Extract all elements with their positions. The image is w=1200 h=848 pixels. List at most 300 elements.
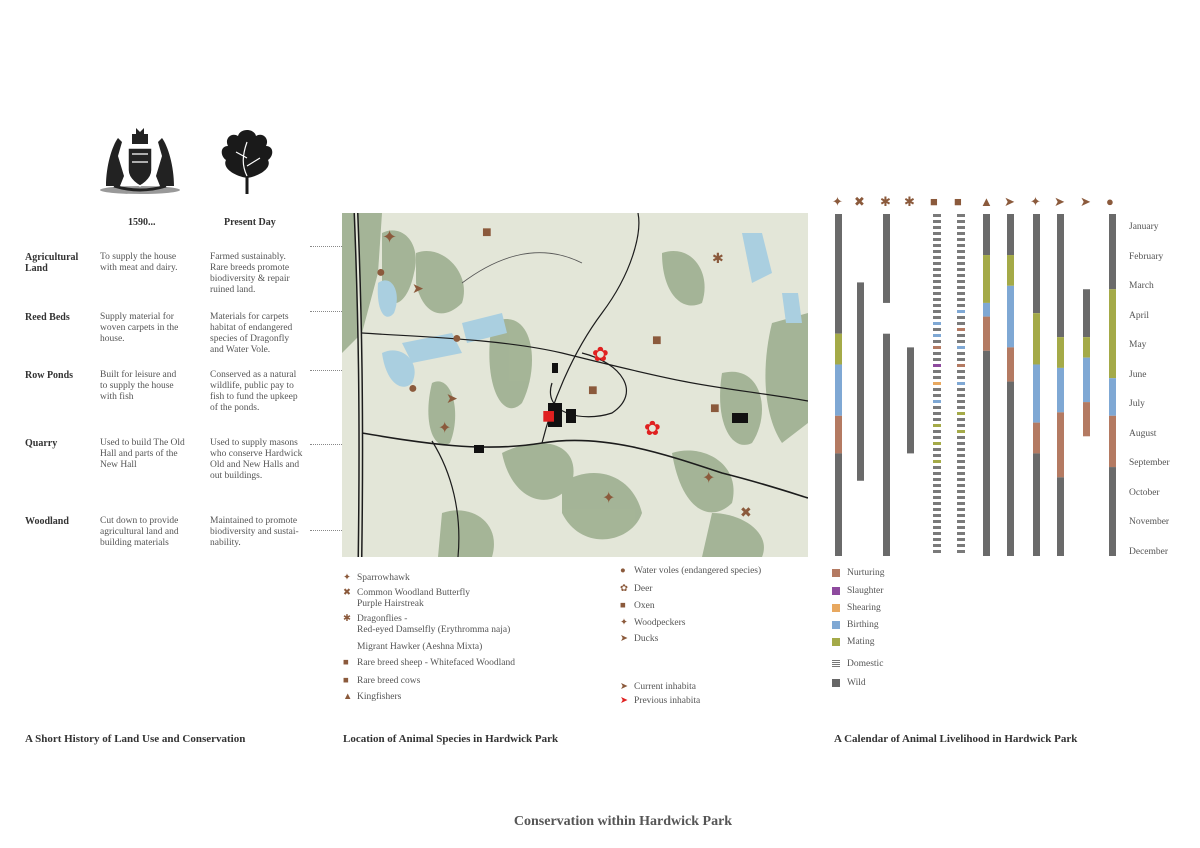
calendar-legend-item	[832, 620, 879, 630]
domestic-dash	[933, 424, 941, 427]
domestic-dash	[933, 538, 941, 541]
calendar-segment	[1109, 289, 1116, 378]
duck-icon: ➤	[1080, 194, 1091, 209]
domestic-dash	[957, 298, 965, 301]
calendar-segment	[1033, 423, 1040, 454]
calendar-legend-item	[832, 568, 884, 578]
connector-woodland	[310, 530, 342, 531]
domestic-dash	[957, 214, 965, 217]
legend-label-line: Red-eyed Damselfly (Erythromma naja)	[357, 625, 511, 635]
domestic-dash	[933, 484, 941, 487]
legend-item	[343, 573, 410, 584]
history-present-cell-line: Old and New Halls and	[210, 460, 300, 470]
legend-label-line: Water voles (endangered species)	[634, 566, 762, 576]
calendar-segment	[983, 303, 990, 317]
domestic-dash	[957, 454, 965, 457]
history-present-cell-line: who conserve Hardwick	[210, 449, 303, 459]
domestic-dash	[933, 448, 941, 451]
cow-marker: ■	[652, 332, 662, 349]
bird-status-icon: ➤	[620, 696, 628, 706]
calendar-segment	[1083, 337, 1090, 358]
sheep-icon: ■	[954, 194, 962, 209]
cow-icon: ■	[930, 194, 938, 209]
domestic-dash	[957, 442, 965, 445]
calendar-legend-label: Shearing	[847, 603, 881, 613]
sparrowhawk-icon: ✦	[832, 194, 843, 209]
domestic-dash	[933, 430, 941, 433]
legend-label-line: Oxen	[634, 601, 655, 611]
calendar-segment	[1033, 453, 1040, 556]
history-past-cell-line: with meat and dairy.	[100, 263, 178, 273]
domestic-dash	[957, 364, 965, 367]
legend-label-line: Common Woodland Butterfly	[357, 588, 471, 598]
calendar-legend-item	[832, 659, 883, 669]
domestic-dash	[957, 544, 965, 547]
domestic-dash	[933, 502, 941, 505]
woodpecker-marker: ✦	[438, 420, 452, 437]
history-present-cell-line: of the ponds.	[210, 403, 260, 413]
deer-marker-previous: ✿	[592, 344, 609, 366]
legend-item	[620, 618, 685, 629]
domestic-dash	[933, 250, 941, 253]
month-label: March	[1129, 281, 1154, 291]
domestic-dash	[933, 394, 941, 397]
domestic-dash	[933, 328, 941, 331]
dragonfly-icon: ✱	[904, 194, 915, 209]
domestic-dash	[933, 268, 941, 271]
domestic-dash	[957, 274, 965, 277]
domestic-dash	[957, 532, 965, 535]
domestic-dash	[957, 490, 965, 493]
history-past-cell-line: Hall and parts of the	[100, 449, 178, 459]
calendar-legend-label: Wild	[847, 678, 866, 688]
domestic-dash	[933, 322, 941, 325]
domestic-dash	[957, 508, 965, 511]
history-past-cell-line: Cut down to provide	[100, 516, 179, 526]
domestic-dash	[933, 262, 941, 265]
domestic-dash	[933, 232, 941, 235]
butterfly-icon: ✖	[854, 194, 865, 209]
domestic-dash	[933, 274, 941, 277]
history-row-label	[25, 516, 95, 527]
column-header-present: Present Day	[224, 217, 276, 228]
calendar-segment	[983, 317, 990, 351]
calendar-section-title: A Calendar of Animal Livelihood in Hardwick Park	[834, 733, 1078, 745]
month-label: December	[1129, 546, 1169, 557]
domestic-dash	[933, 316, 941, 319]
domestic-dash	[957, 526, 965, 529]
domestic-dash	[933, 226, 941, 229]
domestic-dash	[933, 346, 941, 349]
domestic-dash	[933, 238, 941, 241]
calendar-segment	[1033, 214, 1040, 313]
sparrowhawk-marker: ✦	[602, 490, 616, 507]
legend-swatch	[832, 621, 840, 629]
history-present-cell	[210, 438, 310, 482]
domestic-dash	[957, 220, 965, 223]
domestic-dash	[933, 526, 941, 529]
domestic-dash	[933, 400, 941, 403]
legend-swatch	[832, 679, 840, 687]
domestic-dash	[933, 412, 941, 415]
legend-label-line: Ducks	[634, 634, 659, 644]
legend-item	[343, 692, 401, 703]
history-present-cell-line: fish to fund the upkeep	[210, 392, 298, 402]
domestic-dash	[933, 298, 941, 301]
legend-label-line: Dragonflies -	[357, 614, 408, 624]
history-present-cell-line: Farmed sustainably.	[210, 252, 286, 262]
calendar-segment	[835, 364, 842, 415]
water-vole-icon: ●	[620, 566, 626, 576]
domestic-dash	[933, 544, 941, 547]
domestic-dash	[957, 268, 965, 271]
domestic-dash	[933, 406, 941, 409]
legend-label-line: Rare breed sheep - Whitefaced Woodland	[357, 658, 515, 668]
domestic-dash	[933, 472, 941, 475]
calendar-segment	[1083, 358, 1090, 402]
calendar-segment	[1033, 364, 1040, 422]
domestic-dash	[957, 502, 965, 505]
history-row-label-line: Woodland	[25, 516, 69, 527]
calendar-segment	[835, 453, 842, 556]
domestic-dash	[957, 418, 965, 421]
calendar-segment	[883, 214, 890, 303]
legend-label	[357, 573, 410, 584]
calendar-segment	[1007, 347, 1014, 381]
domestic-dash	[933, 334, 941, 337]
sparrowhawk-marker: ✦	[702, 470, 716, 487]
calendar-segment	[1057, 368, 1064, 412]
calendar-segment	[883, 334, 890, 556]
domestic-dash	[957, 226, 965, 229]
deer-marker-previous: ✿	[644, 418, 661, 440]
domestic-dash	[957, 550, 965, 553]
legend-item	[343, 658, 515, 669]
woodpecker-icon: ✦	[620, 618, 628, 628]
domestic-dash	[957, 376, 965, 379]
domestic-dash	[957, 256, 965, 259]
history-past-cell-line: To supply the house	[100, 252, 177, 262]
bird-status-icon: ➤	[620, 682, 628, 692]
calendar-segment	[1109, 467, 1116, 556]
history-present-cell-line: ruined land.	[210, 285, 256, 295]
history-past-cell	[100, 370, 200, 403]
history-row-label-line: Quarry	[25, 438, 58, 449]
legend-label	[357, 642, 482, 653]
calendar-segment	[983, 255, 990, 303]
domestic-dash	[957, 316, 965, 319]
history-present-cell-line: nability.	[210, 538, 241, 548]
history-row-label-line: Agricultural	[25, 252, 79, 263]
domestic-dash	[933, 292, 941, 295]
legend-label	[634, 634, 658, 645]
main-title: Conservation within Hardwick Park	[513, 814, 733, 829]
sparrowhawk-marker: ✦	[382, 227, 398, 247]
domestic-dash	[957, 352, 965, 355]
month-label: May	[1129, 340, 1147, 350]
domestic-dash	[933, 304, 941, 307]
calendar-legend-item	[832, 603, 881, 613]
dragonfly-marker: ✱	[712, 252, 724, 267]
domestic-dash	[957, 334, 965, 337]
history-row-label	[25, 438, 95, 449]
domestic-dash	[933, 460, 941, 463]
history-row-label-line: Reed Beds	[25, 312, 70, 323]
history-present-cell-line: Maintained to promote	[210, 516, 298, 526]
history-section-title: A Short History of Land Use and Conservation	[25, 733, 246, 745]
calendar-segment	[1109, 378, 1116, 416]
status-legend-label: Current inhabita	[634, 682, 696, 692]
domestic-dash	[957, 424, 965, 427]
calendar-segment	[835, 334, 842, 365]
domestic-dash	[957, 478, 965, 481]
month-label: August	[1129, 428, 1157, 439]
history-present-cell-line: wildlife, public pay to	[210, 381, 294, 391]
domestic-dash	[957, 412, 965, 415]
history-row-label	[25, 252, 95, 274]
calendar-legend-item	[832, 678, 866, 688]
domestic-dash	[957, 514, 965, 517]
calendar-segment	[835, 214, 842, 334]
status-legend-label: Previous inhabita	[634, 696, 701, 706]
duck-icon: ➤	[620, 634, 628, 644]
history-present-cell-line: habitat of endangered	[210, 323, 293, 333]
history-present-cell-line: and Water Vole.	[210, 345, 271, 355]
domestic-dash	[933, 220, 941, 223]
history-past-cell	[100, 252, 200, 274]
calendar-legend-item	[832, 637, 874, 647]
cow-marker: ■	[710, 400, 720, 417]
domestic-dash	[933, 214, 941, 217]
legend-swatch	[832, 604, 840, 612]
month-label: January	[1129, 222, 1159, 232]
legend-label	[634, 584, 652, 595]
legend-label	[634, 618, 685, 629]
legend-swatch	[832, 587, 840, 595]
domestic-dash	[957, 460, 965, 463]
domestic-dash	[957, 250, 965, 253]
sparrowhawk-icon: ✦	[343, 573, 351, 583]
kingfisher-icon: ▲	[343, 692, 353, 702]
history-past-cell	[100, 438, 200, 471]
legend-item	[620, 566, 761, 577]
history-present-cell-line: biodiversity and sustai-	[210, 527, 299, 537]
domestic-dash	[957, 262, 965, 265]
duck-marker: ➤	[446, 392, 458, 407]
legend-item	[620, 634, 658, 645]
water-vole-marker: ●	[376, 264, 386, 281]
domestic-dash	[957, 280, 965, 283]
coat-of-arms-emblem	[92, 126, 188, 196]
legend-label	[357, 658, 515, 669]
dragonfly-icon: ✱	[343, 614, 351, 624]
domestic-dash	[933, 454, 941, 457]
calendar-segment	[907, 347, 914, 453]
calendar-segment	[1109, 416, 1116, 467]
map-section-title: Location of Animal Species in Hardwick Park	[343, 733, 559, 745]
cow-marker: ■	[482, 224, 492, 241]
calendar-legend-label: Birthing	[847, 620, 879, 630]
connector-quarry	[310, 444, 342, 445]
legend-label	[357, 692, 401, 703]
domestic-dash	[933, 490, 941, 493]
cow-icon: ■	[343, 676, 349, 686]
domestic-dash	[957, 232, 965, 235]
calendar-segment	[1057, 477, 1064, 556]
history-past-cell-line: Built for leisure and	[100, 370, 177, 380]
domestic-dash	[933, 550, 941, 553]
calendar-bars	[830, 212, 1130, 558]
domestic-dash	[933, 286, 941, 289]
domestic-dash	[957, 394, 965, 397]
legend-item	[343, 676, 420, 687]
domestic-dash	[957, 538, 965, 541]
calendar-segment	[1057, 412, 1064, 477]
domestic-dash	[933, 382, 941, 385]
month-label: July	[1129, 399, 1145, 409]
column-header-past: 1590...	[128, 217, 156, 228]
calendar-segment	[835, 416, 842, 454]
history-present-cell-line: Conserved as a natural	[210, 370, 297, 380]
domestic-dash	[957, 358, 965, 361]
history-present-cell	[210, 516, 310, 549]
history-past-cell-line: agricultural land and	[100, 527, 179, 537]
calendar-segment	[1007, 255, 1014, 286]
domestic-dash	[933, 496, 941, 499]
history-present-cell-line: species of Dragonfly	[210, 334, 290, 344]
domestic-dash	[957, 382, 965, 385]
history-past-cell-line: Supply material for	[100, 312, 174, 322]
domestic-dash	[933, 532, 941, 535]
sheep-marker: ■	[588, 382, 598, 399]
month-label: October	[1129, 487, 1160, 498]
history-present-cell-line: out buildings.	[210, 471, 263, 481]
domestic-dash	[957, 244, 965, 247]
domestic-dash	[933, 352, 941, 355]
history-present-cell	[210, 312, 310, 356]
domestic-dash	[933, 244, 941, 247]
domestic-dash	[933, 442, 941, 445]
legend-label-line: Kingfishers	[357, 692, 402, 702]
water-vole-marker: ●	[452, 330, 462, 347]
domestic-dash	[933, 364, 941, 367]
calendar-legend-label: Nurturing	[847, 568, 885, 578]
woodpecker-icon: ✦	[1030, 194, 1041, 209]
domestic-dash	[957, 430, 965, 433]
deer-icon: ✿	[620, 584, 628, 594]
history-present-cell-line: Materials for carpets	[210, 312, 289, 322]
oxen-icon: ■	[620, 601, 626, 611]
history-row-label	[25, 312, 95, 323]
domestic-dash	[957, 484, 965, 487]
calendar-segment	[1109, 214, 1116, 289]
legend-label-line: Sparrowhawk	[357, 573, 410, 583]
domestic-dash	[957, 520, 965, 523]
history-past-cell-line: to supply the house	[100, 381, 174, 391]
calendar-segment	[983, 214, 990, 255]
legend-label	[357, 676, 420, 687]
dragonfly-icon: ✱	[880, 194, 891, 209]
connector-row-ponds	[310, 370, 342, 371]
legend-item	[343, 614, 510, 636]
month-label: April	[1129, 310, 1150, 321]
legend-label	[357, 614, 510, 636]
calendar-segment	[1033, 313, 1040, 364]
domestic-dash	[957, 436, 965, 439]
calendar-segment	[857, 282, 864, 480]
calendar-legend-item	[832, 586, 883, 596]
domestic-dash	[933, 370, 941, 373]
domestic-dash	[933, 358, 941, 361]
calendar-legend-label: Domestic	[847, 659, 884, 669]
history-row-label	[25, 370, 95, 381]
domestic-dash	[957, 388, 965, 391]
domestic-dash	[933, 256, 941, 259]
legend-label-line: Woodpeckers	[634, 618, 686, 628]
domestic-dash	[957, 292, 965, 295]
connector-agricultural	[310, 246, 342, 247]
history-past-cell-line: woven carpets in the	[100, 323, 179, 333]
calendar-segment	[1083, 402, 1090, 436]
park-map	[342, 213, 808, 557]
domestic-dash	[957, 340, 965, 343]
butterfly-marker: ✖	[740, 506, 752, 521]
domestic-dash	[933, 310, 941, 313]
calendar-segment	[1007, 286, 1014, 348]
legend-swatch	[832, 569, 840, 577]
domestic-dash	[957, 448, 965, 451]
connector-reed-beds	[310, 311, 342, 312]
domestic-dash	[933, 478, 941, 481]
month-label: November	[1129, 517, 1170, 527]
history-past-cell-line: building materials	[100, 538, 169, 548]
domestic-dash	[957, 400, 965, 403]
status-legend-item	[620, 696, 700, 707]
history-past-cell-line: with fish	[100, 392, 134, 402]
water-vole-marker: ●	[408, 380, 418, 397]
calendar-legend-label: Mating	[847, 637, 875, 647]
calendar-segment	[1007, 214, 1014, 255]
domestic-dash	[933, 436, 941, 439]
legend-label	[357, 588, 470, 610]
domestic-dash	[957, 466, 965, 469]
calendar-segment	[1057, 214, 1064, 337]
legend-label-line: Rare breed cows	[357, 676, 421, 686]
legend-label	[634, 601, 655, 612]
legend-label	[634, 566, 761, 577]
domestic-dash	[933, 520, 941, 523]
history-row-label-line: Land	[25, 263, 48, 274]
domestic-dash	[957, 238, 965, 241]
history-present-cell-line: biodiversity & repair	[210, 274, 290, 284]
history-present-cell-line: Used to supply masons	[210, 438, 298, 448]
domestic-dash	[933, 418, 941, 421]
domestic-dash	[957, 370, 965, 373]
month-label: September	[1129, 458, 1170, 468]
legend-item	[343, 588, 470, 610]
history-past-cell	[100, 312, 200, 345]
status-legend-item	[620, 682, 696, 693]
legend-item	[343, 642, 482, 653]
domestic-dash	[957, 322, 965, 325]
calendar-segment	[1057, 337, 1064, 368]
month-label: February	[1129, 251, 1164, 262]
domestic-dash	[933, 514, 941, 517]
legend-item	[620, 584, 652, 595]
water-vole-icon: ●	[1106, 194, 1114, 209]
domestic-dash	[933, 508, 941, 511]
oak-leaf-emblem	[216, 126, 278, 196]
